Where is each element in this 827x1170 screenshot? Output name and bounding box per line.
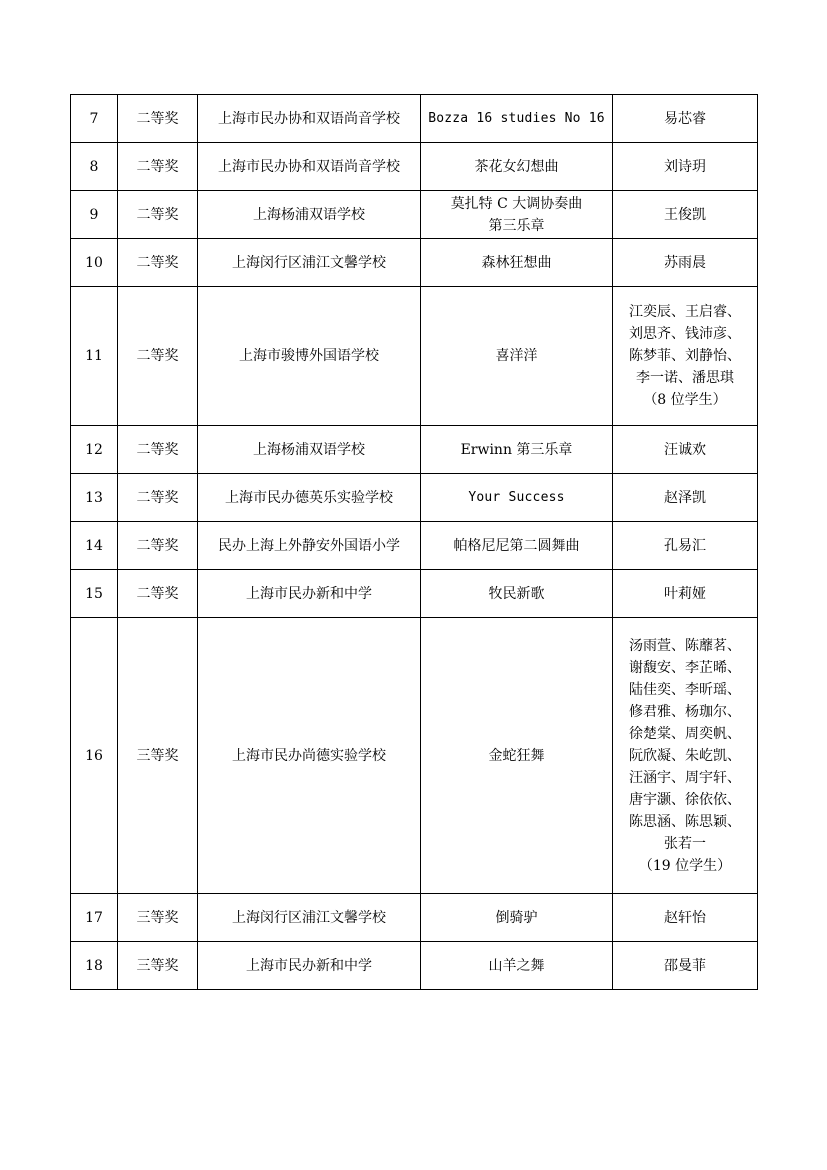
table-row — [71, 239, 758, 287]
student-names-cell — [613, 894, 758, 942]
school-name-cell: 上海市民办新和中学 — [198, 570, 421, 618]
table-row — [71, 191, 758, 239]
student-names-cell — [613, 618, 758, 894]
student-names-cell-line: 张若一 — [664, 835, 706, 852]
student-names-cell-line: （19 位学生） — [638, 857, 732, 874]
student-names-cell-line: 赵轩怡 — [664, 909, 706, 926]
student-names-cell-line: 阮欣凝、朱屹凯、 — [629, 747, 741, 764]
piece-title-cell-line: 金蛇狂舞 — [488, 747, 545, 764]
piece-title-cell-line: 第三乐章 — [488, 217, 545, 234]
piece-title-cell — [421, 239, 613, 287]
student-names-cell-line: 陈思涵、陈思颖、 — [629, 813, 741, 830]
student-names-cell-line: 赵泽凯 — [664, 489, 706, 506]
row-number-cell: 17 — [71, 894, 118, 942]
student-names-cell — [613, 942, 758, 990]
school-name-cell: 上海市民办尚德实验学校 — [198, 618, 421, 894]
award-level-cell: 三等奖 — [118, 942, 198, 990]
piece-title-cell-line: 喜洋洋 — [495, 348, 538, 364]
table-row — [71, 894, 758, 942]
student-names-cell — [613, 474, 758, 522]
student-names-cell — [613, 191, 758, 239]
school-name-cell: 上海闵行区浦江文馨学校 — [198, 894, 421, 942]
student-names-cell — [613, 522, 758, 570]
table-row — [71, 143, 758, 191]
award-level-cell: 三等奖 — [118, 618, 198, 894]
student-names-cell-line: 李一诺、潘思琪 — [636, 370, 734, 386]
row-number-cell: 8 — [71, 143, 118, 191]
row-number-cell: 12 — [71, 426, 118, 474]
student-names-cell-line: 陈梦菲、刘静怡、 — [629, 348, 741, 364]
student-names-cell-line: 刘思齐、钱沛彦、 — [629, 326, 741, 342]
table-row — [71, 942, 758, 990]
row-number-cell: 15 — [71, 570, 118, 618]
school-name-cell: 上海市民办协和双语尚音学校 — [198, 143, 421, 191]
award-level-cell: 二等奖 — [118, 474, 198, 522]
piece-title-cell-line: 倒骑驴 — [495, 909, 538, 926]
piece-title-cell-line: 帕格尼尼第二圆舞曲 — [453, 537, 580, 554]
school-name-cell: 上海市民办协和双语尚音学校 — [198, 95, 421, 143]
student-names-cell-line: 陆佳奕、李昕瑶、 — [629, 681, 741, 698]
school-name-cell: 上海杨浦双语学校 — [198, 426, 421, 474]
award-level-cell: 二等奖 — [118, 287, 198, 426]
row-number-cell: 18 — [71, 942, 118, 990]
student-names-cell-line: 谢馥安、李芷晞、 — [629, 659, 741, 676]
student-names-cell-line: 叶莉娅 — [664, 585, 706, 602]
row-number-cell: 10 — [71, 239, 118, 287]
award-level-cell: 二等奖 — [118, 191, 198, 239]
school-name-cell: 上海市民办德英乐实验学校 — [198, 474, 421, 522]
award-level-cell: 二等奖 — [118, 522, 198, 570]
student-names-cell-line: 汪诚欢 — [664, 441, 706, 458]
student-names-cell-line: 修君雅、杨珈尔、 — [629, 703, 741, 720]
piece-title-cell — [421, 143, 613, 191]
row-number-cell: 11 — [71, 287, 118, 426]
student-names-cell — [613, 95, 758, 143]
award-level-cell: 二等奖 — [118, 239, 198, 287]
student-names-cell-line: 易芯睿 — [664, 110, 706, 127]
table-row — [71, 426, 758, 474]
award-level-cell: 三等奖 — [118, 894, 198, 942]
awards-table — [70, 94, 758, 990]
school-name-cell: 上海杨浦双语学校 — [198, 191, 421, 239]
row-number-cell: 13 — [71, 474, 118, 522]
award-level-cell: 二等奖 — [118, 95, 198, 143]
school-name-cell: 上海市骏博外国语学校 — [198, 287, 421, 426]
piece-title-cell-line: 莫扎特 C 大调协奏曲 — [450, 195, 583, 212]
award-level-cell: 二等奖 — [118, 570, 198, 618]
table-row — [71, 618, 758, 894]
piece-title-cell — [421, 426, 613, 474]
student-names-cell-line: 江奕辰、王启睿、 — [629, 304, 741, 320]
piece-title-cell — [421, 618, 613, 894]
student-names-cell — [613, 239, 758, 287]
piece-title-cell — [421, 191, 613, 239]
school-name-cell: 上海闵行区浦江文馨学校 — [198, 239, 421, 287]
student-names-cell-line: 刘诗玥 — [664, 158, 706, 175]
piece-title-cell-line: 牧民新歌 — [488, 585, 545, 602]
school-name-cell: 上海市民办新和中学 — [198, 942, 421, 990]
table-row — [71, 474, 758, 522]
student-names-cell-line: 苏雨晨 — [664, 254, 706, 271]
piece-title-cell-line: Erwinn 第三乐章 — [460, 441, 573, 458]
table-row — [71, 287, 758, 426]
awards-table-body — [71, 95, 758, 990]
table-row — [71, 570, 758, 618]
student-names-cell-line: 唐宇灏、徐依依、 — [629, 791, 741, 808]
student-names-cell-line: 王俊凯 — [664, 206, 706, 223]
student-names-cell — [613, 570, 758, 618]
student-names-cell-line: 汤雨萱、陈蘼茗、 — [629, 637, 741, 654]
piece-title-cell — [421, 522, 613, 570]
piece-title-cell — [421, 474, 613, 522]
table-row — [71, 522, 758, 570]
piece-title-cell — [421, 894, 613, 942]
row-number-cell: 7 — [71, 95, 118, 143]
award-level-cell: 二等奖 — [118, 426, 198, 474]
student-names-cell — [613, 426, 758, 474]
student-names-cell-line: （8 位学生） — [643, 392, 727, 408]
student-names-cell-line: 汪涵宇、周宇轩、 — [629, 769, 741, 786]
piece-title-cell-line: Bozza 16 studies No 16 — [428, 110, 605, 126]
piece-title-cell — [421, 942, 613, 990]
piece-title-cell — [421, 95, 613, 143]
piece-title-cell-line: 森林狂想曲 — [481, 254, 552, 271]
student-names-cell — [613, 287, 758, 426]
piece-title-cell — [421, 570, 613, 618]
award-level-cell: 二等奖 — [118, 143, 198, 191]
school-name-cell: 民办上海上外静安外国语小学 — [198, 522, 421, 570]
table-row — [71, 95, 758, 143]
student-names-cell-line: 孔易汇 — [664, 537, 706, 554]
row-number-cell: 9 — [71, 191, 118, 239]
row-number-cell: 16 — [71, 618, 118, 894]
piece-title-cell — [421, 287, 613, 426]
student-names-cell-line: 邵曼菲 — [664, 957, 706, 974]
piece-title-cell-line: Your Success — [468, 489, 565, 505]
student-names-cell — [613, 143, 758, 191]
piece-title-cell-line: 山羊之舞 — [488, 957, 545, 974]
piece-title-cell-line: 茶花女幻想曲 — [474, 158, 559, 175]
student-names-cell-line: 徐楚棠、周奕帆、 — [629, 725, 741, 742]
row-number-cell: 14 — [71, 522, 118, 570]
